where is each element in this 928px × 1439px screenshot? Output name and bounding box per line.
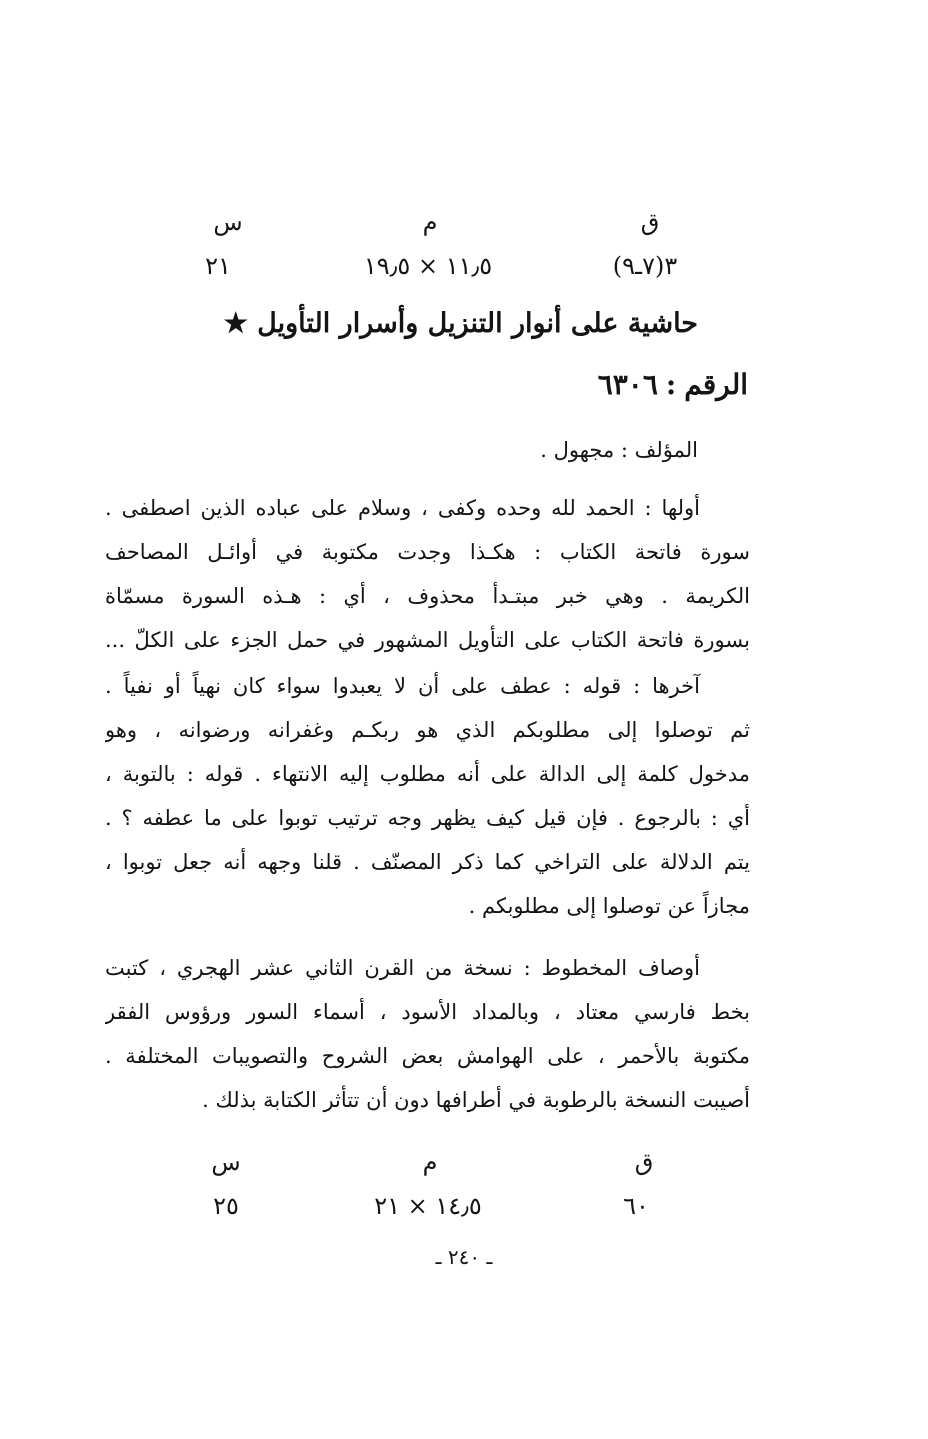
- explicit-line: مدخول كلمة إلى الدالة على أنه مطلوب إليه الانتهاء . قوله : بالتوبة ،: [105, 762, 750, 786]
- explicit-paragraph: [105, 664, 750, 928]
- header-q-value: ٣(٧ـ٩): [612, 252, 678, 280]
- header-meta-labels: [0, 208, 928, 240]
- footer-m-label: م: [422, 1148, 438, 1176]
- description-line: أصيبت النسخة بالرطوبة في أطرافها دون أن تتأثر الكتابة بذلك .: [202, 1088, 750, 1112]
- incipit-line: الكريمة . وهي خبر مبتـدأ محذوف ، أي : هـذه السورة مسمّاة: [105, 584, 750, 608]
- description-paragraph: [105, 946, 750, 1122]
- footer-q-value: ٦٠: [623, 1192, 649, 1220]
- header-m-label: م: [422, 208, 438, 236]
- footer-meta-values: [0, 1192, 928, 1224]
- explicit-line: ثم توصلوا إلى مطلوبكم الذي هو ربكـم وغفرانه ورضوانه ، وهو: [105, 718, 750, 742]
- explicit-line: آخرها : قوله : عطف على أن لا يعبدوا سواء كان نهياً أو نفياً .: [105, 674, 700, 698]
- explicit-line: مجازاً عن توصلوا إلى مطلوبكم .: [468, 894, 750, 918]
- incipit-paragraph: [105, 486, 750, 662]
- footer-meta-labels: [0, 1148, 928, 1180]
- description-line: بخط فارسي معتاد ، وبالمداد الأسود ، أسماء السور ورؤوس الفقر: [105, 1000, 750, 1024]
- description-line: مكتوبة بالأحمر ، على الهوامش بعض الشروح والتصويبات المختلفة .: [105, 1044, 750, 1068]
- header-s-value: ٢١: [205, 252, 231, 280]
- entry-number: الرقم:٦٣٠٦: [597, 368, 748, 401]
- entry-title: حاشية على أنوار التنزيل وأسرار التأويل ★: [223, 308, 698, 339]
- footer-m-value: ١٤٫٥ × ٢١: [374, 1192, 482, 1220]
- header-meta-values: [0, 252, 928, 284]
- footer-q-label: ق: [634, 1148, 654, 1176]
- incipit-line: سورة فاتحة الكتاب : هكـذا وجدت مكتوبة في أوائـل المصاحف: [105, 540, 750, 564]
- footer-s-label: س: [211, 1148, 241, 1176]
- explicit-line: أي : بالرجوع . فإن قيل كيف يظهر وجه ترتيب توبوا على ما عطفه ؟ .: [105, 806, 750, 830]
- description-line: أوصاف المخطوط : نسخة من القرن الثاني عشر الهجري ، كتبت: [105, 956, 700, 980]
- header-m-value: ١١٫٥ × ١٩٫٥: [363, 252, 493, 280]
- header-s-label: س: [213, 208, 243, 236]
- entry-number-label: الرقم: [684, 368, 748, 401]
- page-number: ـ ٢٤٠ ـ: [435, 1245, 493, 1269]
- incipit-line: بسورة فاتحة الكتاب على التأويل المشهور في حمل الجزء على الكلّ ...: [105, 628, 750, 652]
- entry-author: المؤلف : مجهول .: [540, 438, 698, 462]
- footer-s-value: ٢٥: [213, 1192, 239, 1220]
- entry-number-value: ٦٣٠٦: [597, 368, 658, 401]
- header-q-label: ق: [640, 208, 660, 236]
- incipit-line: أولها : الحمد لله وحده وكفى ، وسلام على عباده الذين اصطفى .: [105, 496, 700, 520]
- explicit-line: يتم الدلالة على التراخي كما ذكر المصنّف . قلنا وجهه أنه جعل توبوا ،: [105, 850, 750, 874]
